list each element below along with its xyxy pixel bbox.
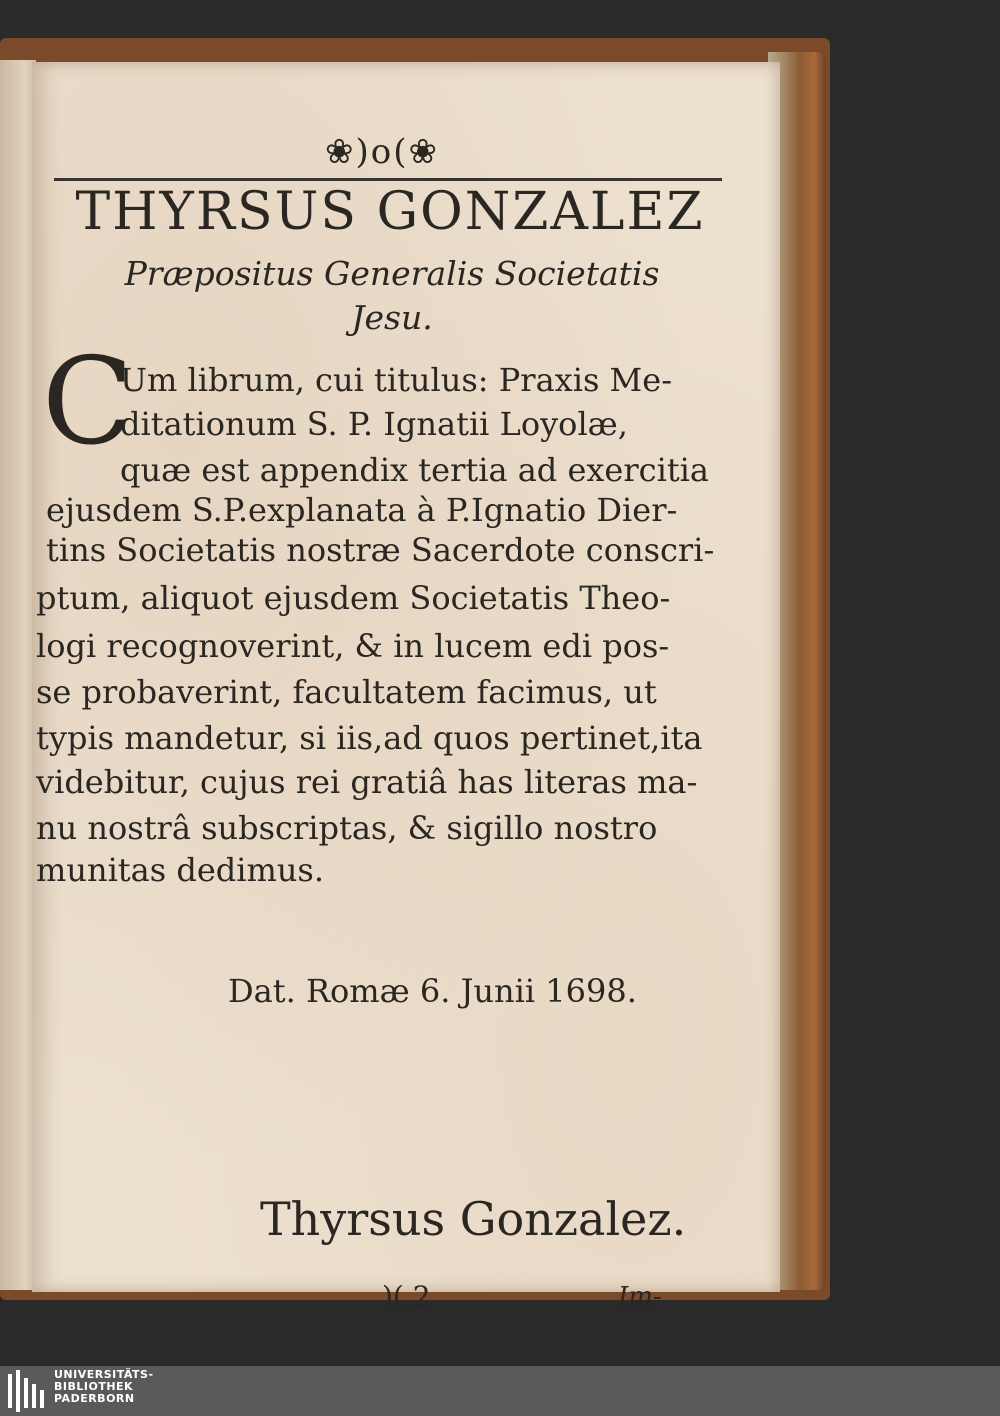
logo-line-1: UNIVERSITÄTS- (54, 1368, 154, 1381)
text-line-3: quæ est appendix tertia ad exercitia (120, 451, 709, 489)
library-logo-icon (8, 1370, 44, 1412)
text-line-9: typis mandetur, si iis,ad quos pertinet,ita (36, 719, 703, 757)
text-line-11: nu nostrâ subscriptas, & sigillo nostro (36, 809, 658, 847)
library-logo-text (54, 1369, 154, 1405)
text-line-6: ptum, aliquot ejusdem Societatis Theo- (36, 579, 671, 617)
text-line-4: ejusdem S.P.explanata à P.Ignatio Dier- (46, 491, 678, 529)
text-line-7: logi recognoverint, & in lucem edi pos- (36, 627, 670, 665)
subtitle-line-2: Jesu. (351, 298, 433, 337)
facing-page-edge (0, 60, 36, 1290)
header-rule (54, 178, 722, 181)
subtitle-line-1: Præpositus Generalis Societatis (124, 254, 660, 293)
signature-mark: )( 2 (382, 1280, 431, 1313)
header-ornament: ❀)o(❀ (325, 132, 439, 172)
text-line-5: tins Societatis nostræ Sacerdote conscri- (46, 531, 715, 569)
text-line-8: se probaverint, facultatem facimus, ut (36, 673, 657, 711)
logo-line-3: PADERBORN (54, 1392, 135, 1405)
logo-line-2: BIBLIOTHEK (54, 1380, 134, 1393)
date-line: Dat. Romæ 6. Junii 1698. (228, 972, 637, 1010)
text-line-2: ditationum S. P. Ignatii Loyolæ, (120, 405, 628, 443)
signature: Thyrsus Gonzalez. (260, 1192, 687, 1246)
page-title: THYRSUS GONZALEZ (75, 182, 705, 242)
text-line-12: munitas dedimus. (36, 851, 325, 889)
catchword: Im- (618, 1282, 662, 1312)
drop-capital: C (42, 333, 134, 472)
book-page (32, 62, 780, 1313)
text-line-10: videbitur, cujus rei gratiâ has literas ma- (36, 763, 698, 801)
footer-bar (0, 1366, 1000, 1416)
subtitle (72, 252, 712, 340)
text-line-1: Um librum, cui titulus: Praxis Me- (120, 361, 673, 399)
